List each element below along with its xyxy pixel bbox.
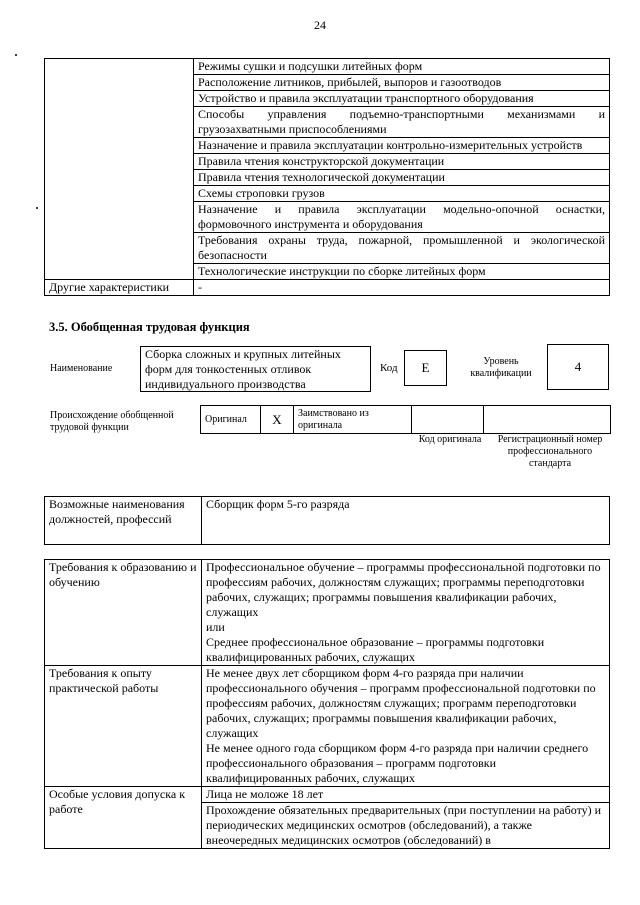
table-row (45, 560, 610, 666)
code-original-caption: Код оригинала (418, 434, 482, 445)
code-value-box (404, 350, 447, 386)
code-label: Код (380, 362, 398, 374)
knowledge-item: Правила чтения технологической документации (194, 170, 610, 186)
level-label: Уровень квалификации (470, 356, 532, 379)
knowledge-item: Схемы строповки грузов (194, 186, 610, 202)
table-row (201, 406, 611, 434)
positions-label: Возможные наименования должностей, профессий (45, 497, 202, 545)
table-row (45, 280, 610, 296)
original-mark: X (261, 406, 294, 434)
name-label: Наименование (50, 363, 113, 374)
experience-label: Требования к опыту практической работы (45, 666, 202, 787)
knowledge-item: Назначение и правила эксплуатации модельно-опочной оснастки, формовочного инструмента и оборудования (194, 202, 610, 233)
reg-number-caption: Регистрационный номер профессионального стандарта (497, 434, 603, 469)
code-value: E (421, 360, 430, 375)
origin-label: Происхождение обобщенной трудовой функции (50, 410, 174, 433)
knowledge-item: Требования охраны труда, пожарной, промышленной и экологической безопасности (194, 233, 610, 264)
table-row (45, 787, 610, 803)
knowledge-item: Технологические инструкции по сборке литейных форм (194, 264, 610, 280)
function-name-box (140, 346, 371, 392)
requirements-table (44, 559, 610, 849)
origin-table (200, 405, 611, 434)
knowledge-table (44, 58, 610, 296)
table-row (45, 666, 610, 787)
other-characteristics-value: - (194, 280, 610, 296)
other-characteristics-label: Другие характеристики (45, 280, 194, 296)
knowledge-item: Способы управления подъемно-транспортными механизмами и грузозахватными приспособлениями (194, 107, 610, 138)
conditions-value-1: Лица не моложе 18 лет (202, 787, 610, 803)
function-name-value: Сборка сложных и крупных литейных форм для тонкостенных отливок индивидуального производства (145, 347, 341, 391)
experience-value-1: Не менее двух лет сборщиком форм 4-го разряда при наличии профессионального обучения – программ профессиональной подготовки по профессиям рабочих, должностям служащих; программ переподготовки рабочих, служащих; программы повышения квалификации рабочих, служащих (206, 666, 596, 740)
code-original-cell (412, 406, 484, 434)
table-row (45, 497, 610, 545)
original-label: Оригинал (201, 406, 261, 434)
scan-speck (15, 54, 17, 56)
positions-table (44, 496, 610, 545)
knowledge-item: Режимы сушки и подсушки литейных форм (194, 59, 610, 75)
knowledge-item: Назначение и правила эксплуатации контрольно-измерительных устройств (194, 138, 610, 154)
knowledge-item: Устройство и правила эксплуатации транспортного оборудования (194, 91, 610, 107)
positions-value: Сборщик форм 5-го разряда (202, 497, 610, 545)
education-label: Требования к образованию и обучению (45, 560, 202, 666)
education-or: или (206, 620, 225, 634)
section-title: 3.5. Обобщенная трудовая функция (49, 320, 250, 334)
scan-speck (36, 207, 38, 209)
knowledge-item: Расположение литников, прибылей, выпоров и газоотводов (194, 75, 610, 91)
level-value: 4 (574, 359, 582, 374)
page-number: 24 (314, 18, 326, 32)
experience-value (202, 666, 610, 787)
level-value-box (547, 344, 609, 390)
reg-number-cell (484, 406, 611, 434)
experience-value-2: Не менее одного года сборщиком форм 4-го разряда при наличии среднего профессионального образования – программ подготовки квалифицированных рабочих, служащих (206, 741, 589, 785)
education-value (202, 560, 610, 666)
conditions-label: Особые условия допуска к работе (45, 787, 202, 849)
knowledge-item: Правила чтения конструкторской документации (194, 154, 610, 170)
education-value-2: Среднее профессиональное образование – программы подготовки квалифицированных рабочих, служащих (206, 635, 545, 664)
conditions-value-2: Прохождение обязательных предварительных (при поступлении на работу) и периодических медицинских осмотров (обследований), а также внеочередных медицинских осмотров (обследований) в (202, 803, 610, 849)
education-value-1: Профессиональное обучение – программы профессиональной подготовки по профессиям рабочих, должностям служащих; программы переподготовки рабочих, служащих; программы повышения квалификации рабочих, служащих (206, 560, 601, 619)
table-row (45, 59, 610, 75)
empty-label-cell (45, 59, 194, 280)
borrowed-label: Заимствовано из оригинала (294, 406, 412, 434)
